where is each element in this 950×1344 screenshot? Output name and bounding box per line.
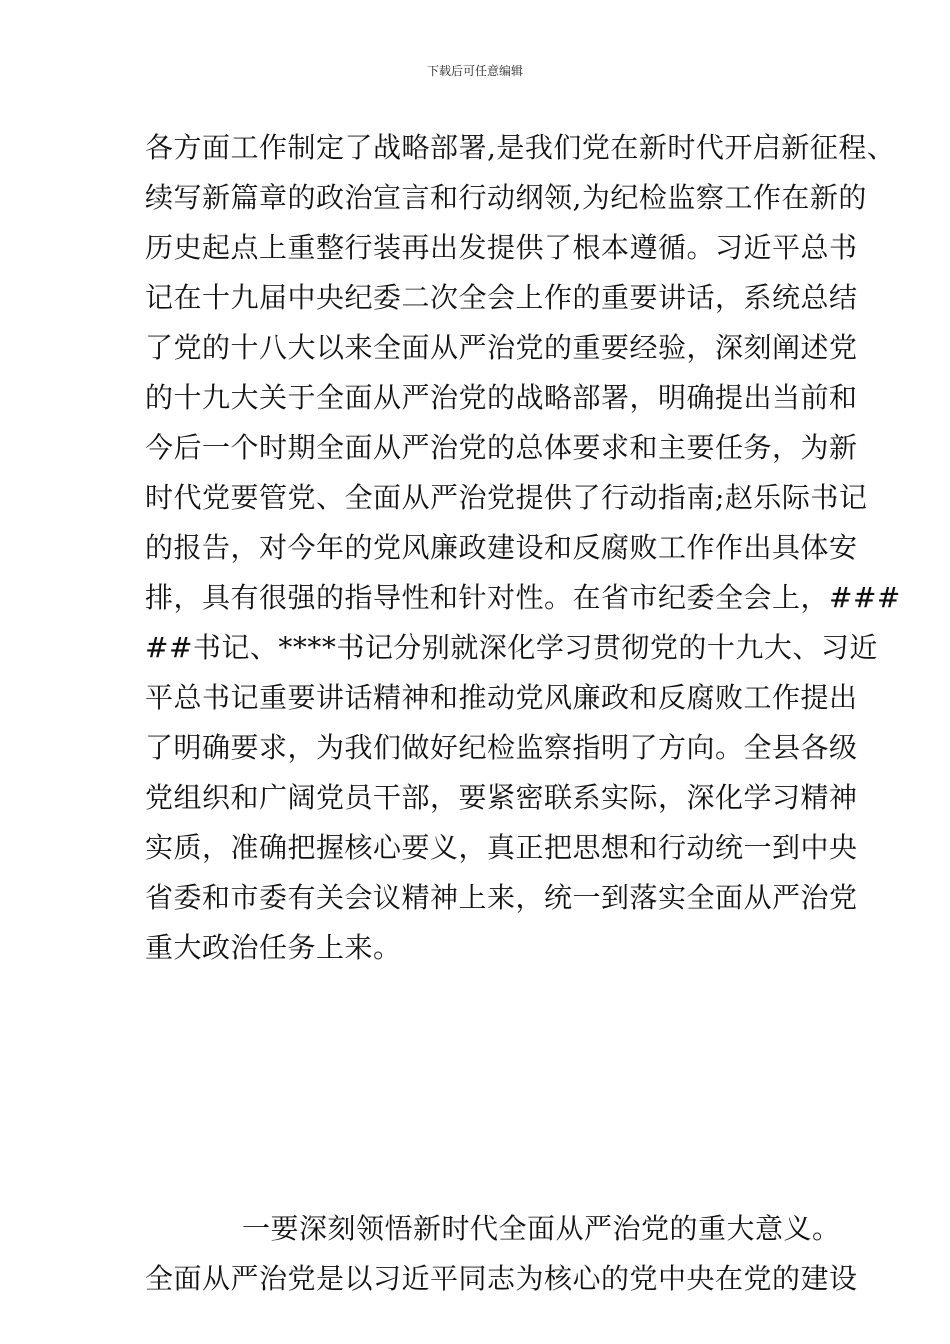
paragraph-line: 今后一个时期全面从严治党的总体要求和主要任务，为新	[145, 431, 858, 464]
document-body	[145, 130, 901, 1311]
paragraph-1	[145, 130, 901, 980]
paragraph-line: 省委和市委有关会议精神上来，统一到落实全面从严治党	[145, 881, 858, 914]
paragraph-line: 重大政治任务上来。	[145, 931, 402, 964]
paragraph-line: 了党的十八大以来全面从严治党的重要经验，深刻阐述党	[145, 331, 858, 364]
paragraph-line: 平总书记重要讲话精神和推动党风廉政和反腐败工作提出	[145, 681, 858, 714]
paragraph-line: 记在十九届中央纪委二次全会上作的重要讲话，系统总结	[145, 281, 858, 314]
paragraph-spacing	[145, 980, 825, 1211]
paragraph-line: 的十九大关于全面从严治党的战略部署，明确提出当前和	[145, 381, 858, 414]
paragraph-line: 的报告，对今年的党风廉政建设和反腐败工作作出具体安	[145, 531, 858, 564]
paragraph-2	[145, 1211, 858, 1311]
paragraph-line: 全面从严治党是以习近平同志为核心的党中央在党的建设	[145, 1262, 858, 1295]
paragraph-line: 实质，准确把握核心要义，真正把思想和行动统一到中央	[145, 831, 858, 864]
section-heading-line: 一要深刻领悟新时代全面从严治党的重大意义。	[242, 1212, 841, 1245]
paragraph-line: 了明确要求，为我们做好纪检监察指明了方向。全县各级	[145, 731, 858, 764]
paragraph-line: 续写新篇章的政治宣言和行动纲领,为纪检监察工作在新的	[145, 181, 867, 214]
paragraph-line: 时代党要管党、全面从严治党提供了行动指南;赵乐际书记	[145, 481, 868, 514]
paragraph-line: ##书记、****书记分别就深化学习贯彻党的十九大、习近	[145, 631, 878, 664]
paragraph-line: 各方面工作制定了战略部署,是我们党在新时代开启新征程、	[145, 131, 896, 164]
paragraph-line: 排，具有很强的指导性和针对性。在省市纪委全会上，###	[145, 581, 901, 614]
paragraph-line: 党组织和广阔党员干部，要紧密联系实际，深化学习精神	[145, 781, 858, 814]
paragraph-line: 历史起点上重整行装再出发提供了根本遵循。习近平总书	[145, 231, 858, 264]
page-header: 下载后可任意编辑	[426, 64, 523, 78]
